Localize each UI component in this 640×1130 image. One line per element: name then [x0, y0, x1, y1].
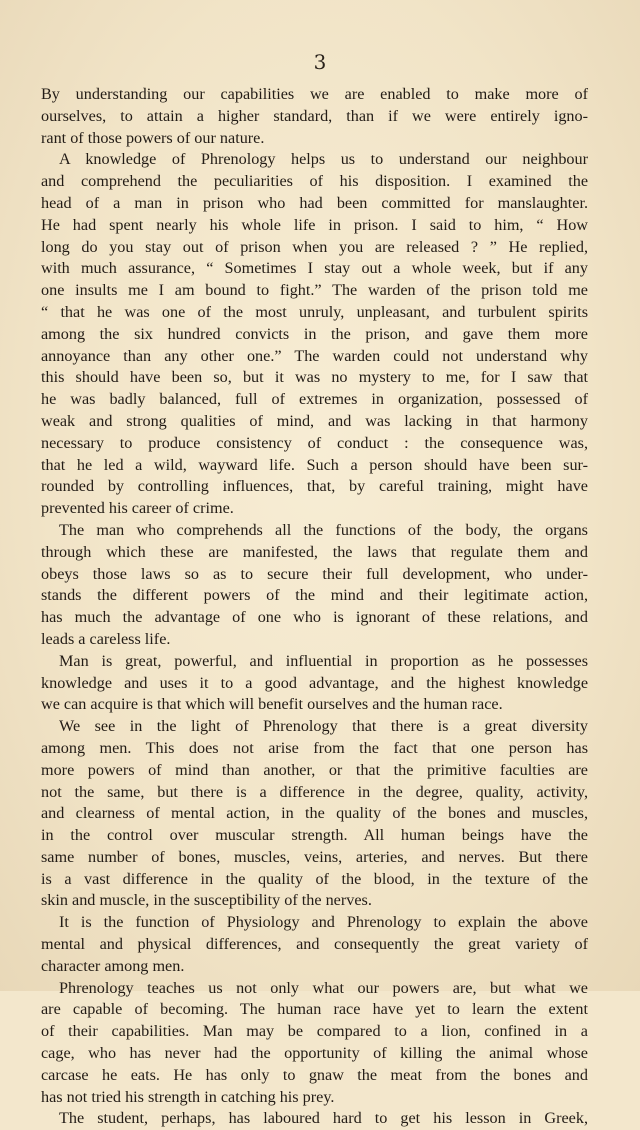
text-line: “ that he was one of the most unruly, unpleasant, and turbulent spirits — [41, 302, 588, 321]
text-line: more powers of mind than another, or that the primitive faculties are — [41, 760, 588, 779]
paragraph — [41, 651, 588, 716]
paragraph — [41, 1108, 588, 1130]
text-line: necessary to produce consistency of conduct : the consequence was, — [41, 433, 588, 452]
text-line: character among men. — [41, 956, 185, 975]
text-line: annoyance than any other one.” The warden could not understand why — [41, 346, 588, 365]
text-line: skin and muscle, in the susceptibility of the nerves. — [41, 891, 372, 910]
text-line: head of a man in prison who had been committed for manslaughter. — [41, 193, 588, 212]
text-line: one insults me I am bound to fight.” The warden of the prison told me — [41, 281, 588, 300]
text-line: not the same, but there is a difference in the degree, quality, activity, — [41, 782, 588, 801]
text-line: this should have been so, but it was no mystery to me, for I saw that — [41, 368, 588, 387]
text-line: we can acquire is that which will benefit ourselves and the human race. — [41, 695, 503, 714]
text-line: carcase he eats. He has only to gnaw the meat from the bones and — [41, 1065, 588, 1084]
text-line: mental and physical differences, and consequently the great variety of — [41, 935, 588, 954]
page-number: 3 — [313, 50, 327, 74]
paragraph — [41, 520, 588, 651]
text-line: are capable of becoming. The human race have yet to learn the extent — [41, 1000, 588, 1019]
text-line: rant of those powers of our nature. — [41, 128, 265, 147]
text-line: Man is great, powerful, and influential in proportion as he possesses — [59, 651, 588, 670]
text-line: Phrenology teaches us not only what our powers are, but what we — [59, 978, 588, 997]
text-line: The man who comprehends all the functions of the body, the organs — [59, 520, 588, 539]
text-line: cage, who has never had the opportunity of killing the animal whose — [41, 1044, 588, 1063]
text-line: It is the function of Physiology and Phrenology to explain the above — [59, 913, 588, 932]
text-line: The student, perhaps, has laboured hard to get his lesson in Greek, — [59, 1109, 588, 1128]
text-line: prevented his career of crime. — [41, 499, 234, 518]
text-line: We see in the light of Phrenology that there is a great diversity — [59, 717, 588, 736]
paragraph — [41, 149, 588, 520]
text-line: A knowledge of Phrenology helps us to understand our neighbour — [59, 150, 588, 169]
text-line: and comprehend the peculiarities of his disposition. I examined the — [41, 172, 588, 191]
text-line: He had spent nearly his whole life in prison. I said to him, “ How — [41, 215, 588, 234]
body-text — [41, 84, 588, 1130]
paragraph — [41, 912, 588, 977]
text-line: through which these are manifested, the laws that regulate them and — [41, 542, 588, 561]
text-line: rounded by controlling influences, that, by careful training, might have — [41, 477, 588, 496]
text-line: stands the different powers of the mind and their legitimate action, — [41, 586, 588, 605]
paragraph — [41, 978, 588, 1109]
paragraph — [41, 716, 588, 912]
text-line: long do you stay out of prison when you are released ? ” He replied, — [41, 237, 588, 256]
text-line: in the control over muscular strength. All human beings have the — [41, 826, 588, 845]
text-line: has much the advantage of one who is ignorant of these relations, and — [41, 608, 588, 627]
text-line: knowledge and uses it to a good advantage, and the highest knowledge — [41, 673, 588, 692]
text-line: has not tried his strength in catching his prey. — [41, 1087, 335, 1106]
text-line: among the six hundred convicts in the prison, and gave them more — [41, 324, 588, 343]
text-line: ourselves, to attain a higher standard, than if we were entirely igno- — [41, 106, 588, 125]
text-line: By understanding our capabilities we are enabled to make more of — [41, 85, 588, 103]
text-line: is a vast difference in the quality of the blood, in the texture of the — [41, 869, 588, 888]
text-line: of their capabilities. Man may be compared to a lion, confined in a — [41, 1022, 588, 1041]
text-line: and clearness of mental action, in the quality of the bones and muscles, — [41, 804, 588, 823]
text-line: same number of bones, muscles, veins, arteries, and nerves. But there — [41, 847, 588, 866]
paragraph — [41, 84, 588, 149]
text-line: that he led a wild, wayward life. Such a person should have been sur- — [41, 455, 588, 474]
text-line: leads a careless life. — [41, 629, 171, 648]
text-line: he was badly balanced, full of extremes in organization, possessed of — [41, 390, 588, 409]
text-line: among men. This does not arise from the fact that one person has — [41, 738, 588, 757]
text-line: obeys those laws so as to secure their full development, who under- — [41, 564, 588, 583]
text-line: weak and strong qualities of mind, and was lacking in that harmony — [41, 411, 588, 430]
text-line: with much assurance, “ Sometimes I stay out a whole week, but if any — [41, 259, 588, 278]
